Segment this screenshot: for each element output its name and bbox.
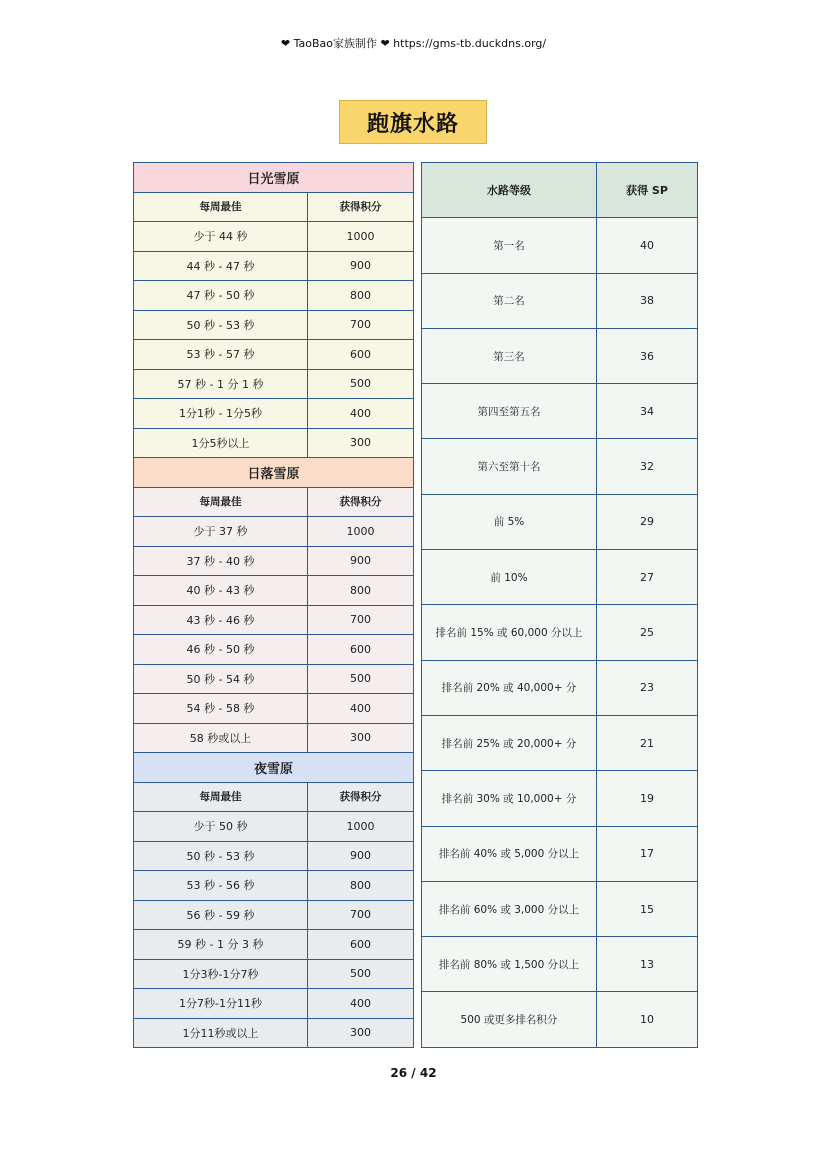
- time-range-cell: 43 秒 - 46 秒: [134, 606, 308, 635]
- sp-cell: 10: [640, 1013, 654, 1027]
- table-row: [422, 661, 697, 716]
- table-row: [422, 882, 697, 937]
- points-cell: 500: [350, 672, 371, 686]
- column-header-best-time: 每周最佳: [134, 488, 308, 517]
- points-cell: 700: [350, 613, 371, 627]
- section-title: 日落雪原: [134, 458, 413, 488]
- time-range-cell: 57 秒 - 1 分 1 秒: [134, 370, 308, 399]
- table-row: [134, 399, 413, 429]
- sp-table-header-row: [422, 163, 697, 218]
- table-row: [422, 274, 697, 329]
- table-row: [422, 937, 697, 992]
- time-range-cell: 少于 37 秒: [134, 517, 308, 546]
- sp-cell: 34: [640, 404, 654, 418]
- page-title: 跑旗水路: [339, 100, 487, 144]
- page-separator: /: [411, 1066, 416, 1080]
- table-row: [422, 495, 697, 550]
- sp-cell: 25: [640, 626, 654, 640]
- table-row: [134, 252, 413, 282]
- points-cell: 500: [350, 377, 371, 391]
- table-row: [134, 547, 413, 577]
- column-header-points: 获得积分: [339, 496, 382, 509]
- sp-cell: 36: [640, 349, 654, 363]
- sp-cell: 19: [640, 791, 654, 805]
- points-cell: 700: [350, 318, 371, 332]
- table-row: [134, 340, 413, 370]
- time-range-cell: 53 秒 - 57 秒: [134, 340, 308, 369]
- rank-cell: 排名前 15% 或 60,000 分以上: [422, 605, 597, 659]
- points-cell: 900: [350, 849, 371, 863]
- sp-cell: 38: [640, 294, 654, 308]
- points-cell: 300: [350, 436, 371, 450]
- table-row: [134, 517, 413, 547]
- points-cell: 900: [350, 259, 371, 273]
- points-cell: 1000: [346, 524, 375, 538]
- column-header-best-time: 每周最佳: [134, 783, 308, 812]
- rank-cell: 排名前 80% 或 1,500 分以上: [422, 937, 597, 991]
- time-range-cell: 46 秒 - 50 秒: [134, 635, 308, 664]
- table-row: [422, 550, 697, 605]
- points-cell: 300: [350, 1026, 371, 1040]
- table-row: [422, 384, 697, 439]
- table-row: [134, 930, 413, 960]
- rank-cell: 第二名: [422, 274, 597, 328]
- sp-table-header-sp: 获得 SP: [626, 184, 668, 198]
- rank-cell: 排名前 30% 或 10,000+ 分: [422, 771, 597, 825]
- time-range-cell: 50 秒 - 53 秒: [134, 842, 308, 871]
- column-header-points: 获得积分: [339, 201, 382, 214]
- points-cell: 800: [350, 878, 371, 892]
- points-cell: 1000: [346, 819, 375, 833]
- table-row: [134, 724, 413, 754]
- time-range-cell: 少于 50 秒: [134, 812, 308, 841]
- time-range-cell: 1分11秒或以上: [134, 1019, 308, 1048]
- sp-cell: 13: [640, 957, 654, 971]
- table-row: [422, 439, 697, 494]
- score-section: [134, 163, 413, 458]
- table-row: [134, 665, 413, 695]
- section-title: 日光雪原: [134, 163, 413, 193]
- table-row: [134, 1019, 413, 1049]
- time-range-cell: 37 秒 - 40 秒: [134, 547, 308, 576]
- table-row: [134, 960, 413, 990]
- points-cell: 500: [350, 967, 371, 981]
- time-range-cell: 1分3秒-1分7秒: [134, 960, 308, 989]
- table-row: [422, 716, 697, 771]
- time-range-cell: 47 秒 - 50 秒: [134, 281, 308, 310]
- rank-cell: 第四至第五名: [422, 384, 597, 438]
- sp-cell: 27: [640, 570, 654, 584]
- points-cell: 900: [350, 554, 371, 568]
- points-cell: 400: [350, 701, 371, 715]
- time-range-cell: 50 秒 - 54 秒: [134, 665, 308, 694]
- sp-cell: 15: [640, 902, 654, 916]
- rank-cell: 排名前 40% 或 5,000 分以上: [422, 827, 597, 881]
- rank-cell: 第六至第十名: [422, 439, 597, 493]
- section-column-header: [134, 488, 413, 518]
- time-range-cell: 44 秒 - 47 秒: [134, 252, 308, 281]
- time-range-cell: 56 秒 - 59 秒: [134, 901, 308, 930]
- table-row: [134, 842, 413, 872]
- score-section: [134, 458, 413, 753]
- sp-cell: 21: [640, 736, 654, 750]
- points-cell: 1000: [346, 229, 375, 243]
- rank-cell: 前 10%: [422, 550, 597, 604]
- time-range-cell: 少于 44 秒: [134, 222, 308, 251]
- sp-cell: 32: [640, 460, 654, 474]
- points-cell: 400: [350, 406, 371, 420]
- time-range-cell: 53 秒 - 56 秒: [134, 871, 308, 900]
- table-row: [422, 992, 697, 1047]
- rank-cell: 第三名: [422, 329, 597, 383]
- table-row: [422, 605, 697, 660]
- points-cell: 600: [350, 937, 371, 951]
- table-row: [422, 329, 697, 384]
- sp-table-header-rank: 水路等级: [422, 163, 597, 217]
- points-cell: 800: [350, 583, 371, 597]
- section-column-header: [134, 193, 413, 223]
- left-score-tables: [133, 162, 414, 1048]
- table-row: [134, 812, 413, 842]
- table-row: [422, 771, 697, 826]
- table-row: [134, 871, 413, 901]
- time-range-cell: 1分5秒以上: [134, 429, 308, 458]
- rank-cell: 排名前 20% 或 40,000+ 分: [422, 661, 597, 715]
- table-row: [134, 989, 413, 1019]
- table-row: [134, 222, 413, 252]
- time-range-cell: 59 秒 - 1 分 3 秒: [134, 930, 308, 959]
- table-row: [422, 827, 697, 882]
- table-row: [134, 370, 413, 400]
- rank-cell: 第一名: [422, 218, 597, 272]
- points-cell: 400: [350, 996, 371, 1010]
- time-range-cell: 50 秒 - 53 秒: [134, 311, 308, 340]
- table-row: [422, 218, 697, 273]
- time-range-cell: 1分7秒-1分11秒: [134, 989, 308, 1018]
- table-row: [134, 311, 413, 341]
- rank-cell: 500 或更多排名积分: [422, 992, 597, 1046]
- rank-cell: 排名前 25% 或 20,000+ 分: [422, 716, 597, 770]
- section-title: 夜雪原: [134, 753, 413, 783]
- points-cell: 300: [350, 731, 371, 745]
- time-range-cell: 54 秒 - 58 秒: [134, 694, 308, 723]
- time-range-cell: 40 秒 - 43 秒: [134, 576, 308, 605]
- table-row: [134, 281, 413, 311]
- score-section: [134, 753, 413, 1048]
- page-number: [0, 1066, 827, 1080]
- page-header: ❤ TaoBao家族制作 ❤ https://gms-tb.duckdns.org/: [280, 37, 547, 50]
- points-cell: 600: [350, 347, 371, 361]
- sp-cell: 23: [640, 681, 654, 695]
- sp-cell: 40: [640, 238, 654, 252]
- table-row: [134, 694, 413, 724]
- points-cell: 800: [350, 288, 371, 302]
- table-row: [134, 901, 413, 931]
- table-row: [134, 606, 413, 636]
- points-cell: 700: [350, 908, 371, 922]
- sp-cell: 17: [640, 847, 654, 861]
- table-row: [134, 576, 413, 606]
- table-row: [134, 635, 413, 665]
- table-row: [134, 429, 413, 459]
- section-column-header: [134, 783, 413, 813]
- time-range-cell: 58 秒或以上: [134, 724, 308, 753]
- rank-cell: 排名前 60% 或 3,000 分以上: [422, 882, 597, 936]
- points-cell: 600: [350, 642, 371, 656]
- column-header-points: 获得积分: [339, 791, 382, 804]
- rank-cell: 前 5%: [422, 495, 597, 549]
- sp-cell: 29: [640, 515, 654, 529]
- sp-ranking-table: [421, 162, 698, 1048]
- page-total: 42: [419, 1066, 437, 1080]
- column-header-best-time: 每周最佳: [134, 193, 308, 222]
- time-range-cell: 1分1秒 - 1分5秒: [134, 399, 308, 428]
- page-current: 26: [390, 1066, 408, 1080]
